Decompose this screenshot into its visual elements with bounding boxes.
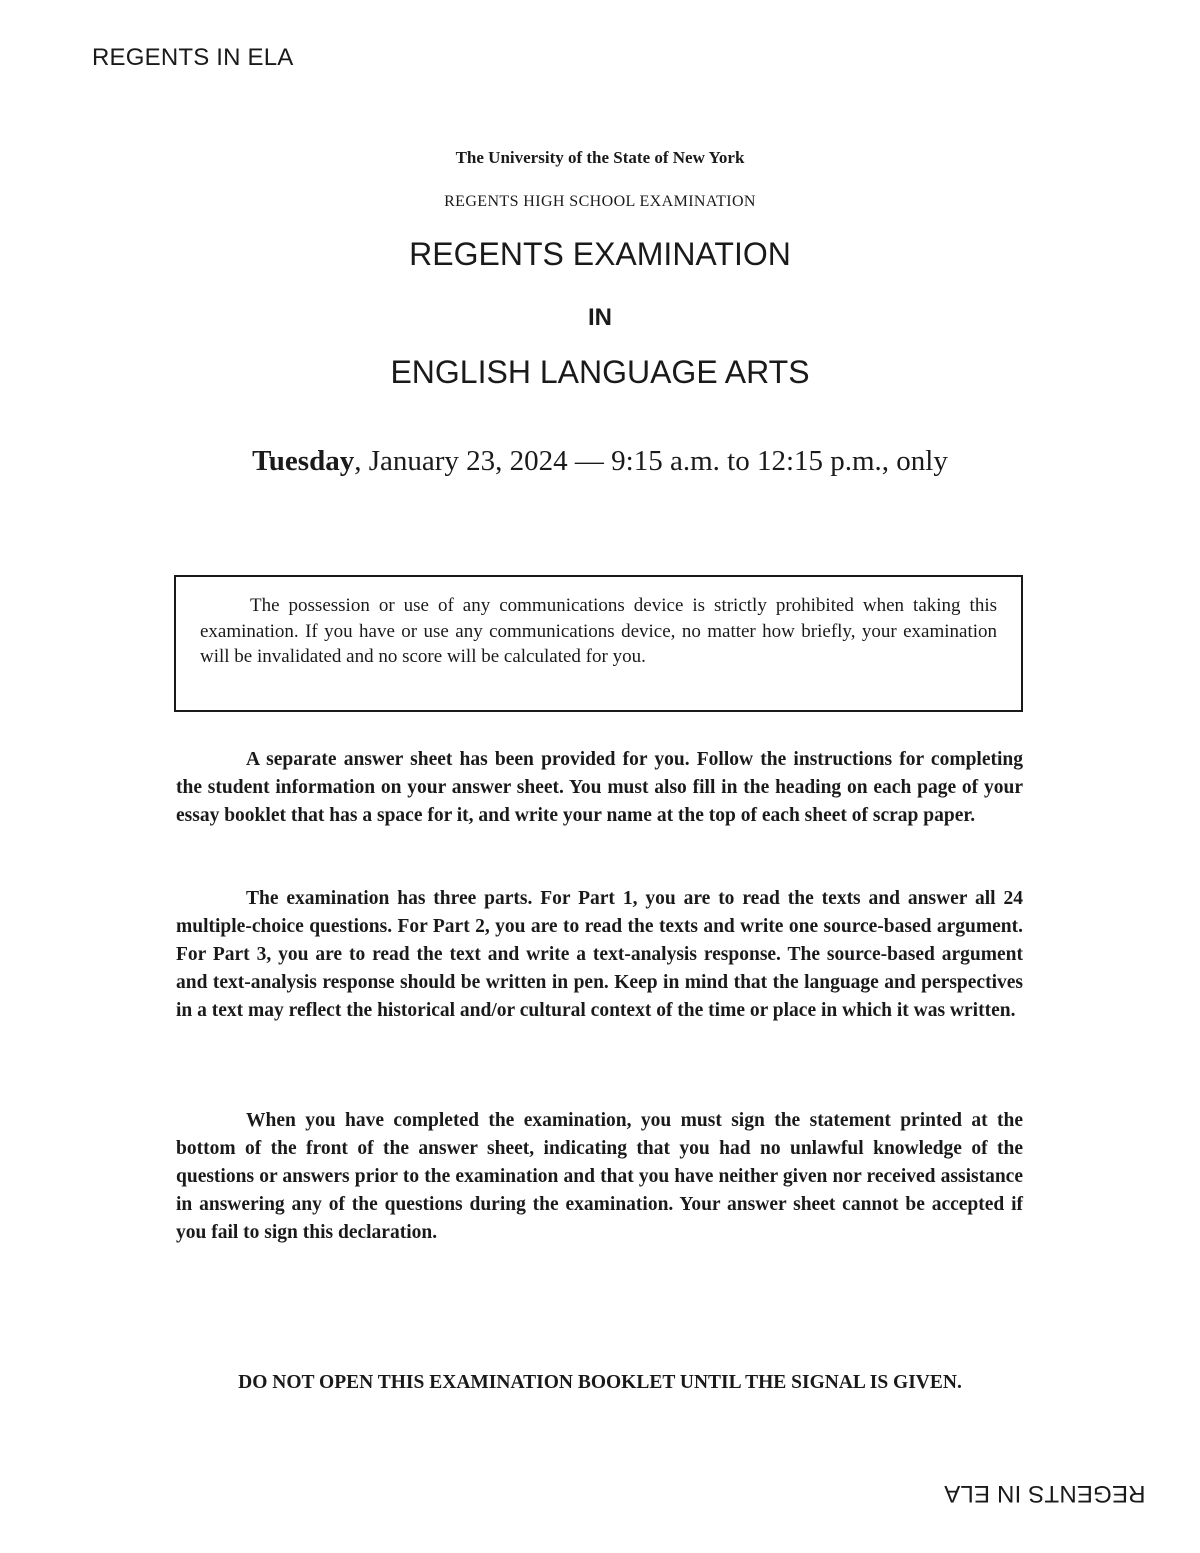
instruction-paragraph-parts: The examination has three parts. For Part 1, you are to read the texts and answer all 24 multiple-choice questions. For Part 2, you are to read the texts and write one source-based argument. For Part 3, you are to read the text and write a text-analysis response. The source-based argument and text-analysis response should be written in pen. Keep in mind that the language and perspectives in a text may reflect the historical and/or cultural context of the time or place in which it was written. [176, 888, 1023, 1021]
examination-type: REGENTS HIGH SCHOOL EXAMINATION [444, 193, 756, 210]
instruction-paragraph-answer-sheet: A separate answer sheet has been provided for you. Follow the instructions for completing the student information on your answer sheet. You must also fill in the heading on each page of your essay booklet that has a space for it, and write your name at the top of each sheet of scrap paper. [176, 749, 1023, 826]
exam-title-connector: IN [588, 304, 612, 331]
exam-day: Tuesday [252, 445, 355, 477]
exam-date-rest: , January 23, 2024 — 9:15 a.m. to 12:15 p.m., only [354, 445, 948, 477]
instruction-paragraph-declaration: When you have completed the examination, you must sign the statement printed at the bottom of the front of the answer sheet, indicating that you had no unlawful knowledge of the questions or answers prior to the examination and that you have neither given nor received assistance in answering any of the questions during the examination. Your answer sheet cannot be accepted if you fail to sign this declaration. [176, 1110, 1023, 1243]
university-name: The University of the State of New York [455, 148, 745, 167]
exam-title: REGENTS EXAMINATION [409, 236, 791, 272]
exam-date-time [0, 445, 1200, 478]
corner-label-top: REGENTS IN ELA [92, 44, 294, 71]
device-notice-text: The possession or use of any communications device is strictly prohibited when taking this examination. If you have or use any communications device, no matter how briefly, your examination will be invalidated and no score will be calculated for you. [200, 595, 997, 667]
signal-warning: DO NOT OPEN THIS EXAMINATION BOOKLET UNTIL THE SIGNAL IS GIVEN. [238, 1372, 962, 1393]
corner-label-bottom-inverted: REGENTS IN ELA [944, 1480, 1146, 1507]
device-notice-box [174, 575, 1023, 712]
exam-subject: ENGLISH LANGUAGE ARTS [390, 354, 810, 390]
